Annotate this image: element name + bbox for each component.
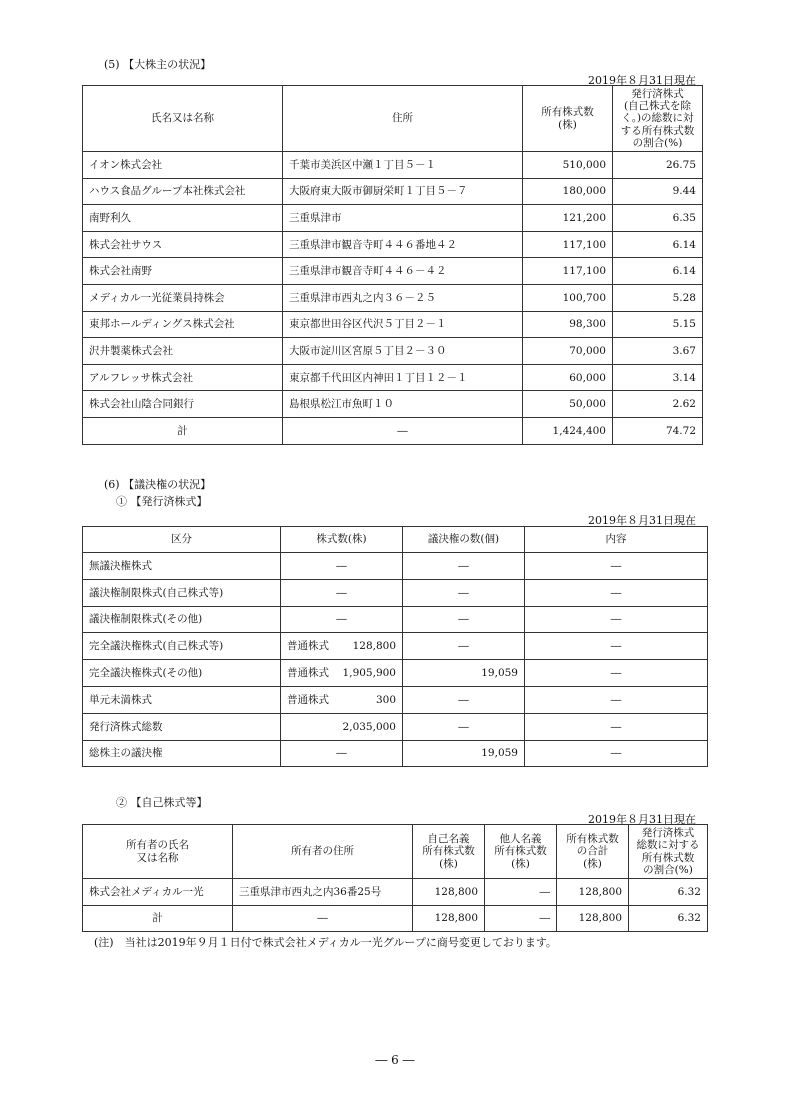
table-row bbox=[83, 713, 708, 740]
table-row bbox=[83, 364, 703, 391]
shares-value: ― bbox=[336, 586, 347, 599]
shares-value: 1,905,900 bbox=[342, 667, 396, 680]
header-cell-text: 自己名義 所有株式数 (株) bbox=[422, 833, 475, 870]
table-row bbox=[83, 579, 708, 606]
section6-sub2: ② 【自己株式等】 bbox=[116, 796, 208, 809]
table-cell: 6.14 bbox=[613, 231, 703, 258]
table-cell: 70,000 bbox=[523, 338, 613, 365]
section5-heading: (5) 【大株主の状況】 bbox=[104, 58, 212, 71]
table-cell: 東邦ホールディングス株式会社 bbox=[83, 311, 283, 338]
table-cell: 9.44 bbox=[613, 178, 703, 205]
total-row bbox=[83, 417, 703, 444]
table-cell: 128,800 bbox=[413, 905, 485, 932]
table-cell: 計 bbox=[83, 905, 233, 932]
table-cell: 三重県津市 bbox=[283, 205, 523, 232]
table-cell: イオン株式会社 bbox=[83, 152, 283, 179]
shares-cell bbox=[281, 660, 403, 687]
table-row bbox=[83, 338, 703, 365]
table-cell: 510,000 bbox=[523, 152, 613, 179]
table-cell: 島根県松江市魚町１０ bbox=[283, 391, 523, 418]
table-cell: 121,200 bbox=[523, 205, 613, 232]
header-cell bbox=[485, 825, 557, 879]
shares-value: ― bbox=[336, 747, 347, 760]
table-cell: 3.67 bbox=[613, 338, 703, 365]
table-cell: 128,800 bbox=[413, 879, 485, 906]
shares-cell bbox=[281, 686, 403, 713]
table-cell: 60,000 bbox=[523, 364, 613, 391]
table-cell: 三重県津市観音寺町４４６番地４２ bbox=[283, 231, 523, 258]
page-number: ― 6 ― bbox=[375, 1053, 415, 1067]
table-cell: メディカル一光従業員持株会 bbox=[83, 284, 283, 311]
table-cell: 6.35 bbox=[613, 205, 703, 232]
table-cell: 2.62 bbox=[613, 391, 703, 418]
category-cell: 完全議決権株式(その他) bbox=[83, 660, 281, 687]
table-row bbox=[83, 391, 703, 418]
table-cell: 3.14 bbox=[613, 364, 703, 391]
table-cell: ― bbox=[485, 879, 557, 906]
table-header-row bbox=[83, 527, 708, 553]
major-shareholders-table bbox=[82, 85, 703, 445]
share-type: 普通株式 bbox=[287, 693, 329, 706]
section6-date1: 2019年８月31日現在 bbox=[588, 514, 696, 527]
table-row bbox=[83, 178, 703, 205]
table-cell: 沢井製薬株式会社 bbox=[83, 338, 283, 365]
table-row bbox=[83, 284, 703, 311]
total-cell: 計 bbox=[83, 417, 283, 444]
section6-sub1: ① 【発行済株式】 bbox=[116, 495, 208, 508]
header-cell bbox=[525, 527, 708, 553]
header-cell bbox=[523, 86, 613, 152]
table-cell: 三重県津市観音寺町４４６－４２ bbox=[283, 258, 523, 285]
shares-value: 128,800 bbox=[352, 640, 396, 653]
votes-cell: ― bbox=[403, 553, 525, 580]
table-cell: 大阪府東大阪市御厨栄町１丁目５－７ bbox=[283, 178, 523, 205]
content-cell: ― bbox=[525, 686, 708, 713]
table-cell: 6.32 bbox=[629, 905, 708, 932]
total-cell: 1,424,400 bbox=[523, 417, 613, 444]
header-cell bbox=[281, 527, 403, 553]
header-cell-text: 区分 bbox=[171, 533, 192, 546]
header-cell bbox=[629, 825, 708, 879]
header-cell bbox=[83, 86, 283, 152]
table-cell: 三重県津市西丸之内３６－２５ bbox=[283, 284, 523, 311]
table-row bbox=[83, 686, 708, 713]
header-cell-text: 発行済株式 (自己株式を除 く。)の総数に対 する所有株式数 の割合(%) bbox=[620, 88, 695, 149]
shares-cell bbox=[281, 740, 403, 767]
category-cell: 単元未満株式 bbox=[83, 686, 281, 713]
table-cell: 128,800 bbox=[557, 905, 629, 932]
votes-cell: ― bbox=[403, 633, 525, 660]
table-cell: 三重県津市西丸之内36番25号 bbox=[233, 879, 413, 906]
header-cell-text: 所有者の氏名 又は名称 bbox=[126, 839, 189, 864]
table-cell: 千葉市美浜区中瀬１丁目５－１ bbox=[283, 152, 523, 179]
category-cell: 総株主の議決権 bbox=[83, 740, 281, 767]
table-cell: アルフレッサ株式会社 bbox=[83, 364, 283, 391]
content-cell: ― bbox=[525, 553, 708, 580]
share-type: 普通株式 bbox=[287, 667, 329, 680]
table-row bbox=[83, 311, 703, 338]
shares-cell bbox=[281, 713, 403, 740]
total-row bbox=[83, 905, 708, 932]
content-cell: ― bbox=[525, 740, 708, 767]
category-cell: 完全議決権株式(自己株式等) bbox=[83, 633, 281, 660]
votes-cell: ― bbox=[403, 579, 525, 606]
total-cell: ― bbox=[283, 417, 523, 444]
table-cell: 東京都世田谷区代沢５丁目２－１ bbox=[283, 311, 523, 338]
header-cell bbox=[557, 825, 629, 879]
section6-heading: (6) 【議決権の状況】 bbox=[104, 478, 212, 491]
table-cell: 株式会社山陰合同銀行 bbox=[83, 391, 283, 418]
table-cell: 5.28 bbox=[613, 284, 703, 311]
table-row bbox=[83, 633, 708, 660]
votes-cell: ― bbox=[403, 686, 525, 713]
table-cell: 180,000 bbox=[523, 178, 613, 205]
shares-cell bbox=[281, 579, 403, 606]
table-row bbox=[83, 606, 708, 633]
header-cell-text: 発行済株式 総数に対する 所有株式数 の割合(%) bbox=[636, 827, 700, 876]
table-cell: 117,100 bbox=[523, 231, 613, 258]
table-cell: ― bbox=[485, 905, 557, 932]
shares-value: ― bbox=[336, 613, 347, 626]
content-cell: ― bbox=[525, 660, 708, 687]
votes-cell: 19,059 bbox=[403, 660, 525, 687]
table-cell: 大阪市淀川区宮原５丁目２－３０ bbox=[283, 338, 523, 365]
shares-cell bbox=[281, 606, 403, 633]
table-row bbox=[83, 740, 708, 767]
table-cell: 株式会社メディカル一光 bbox=[83, 879, 233, 906]
votes-cell: ― bbox=[403, 713, 525, 740]
shares-cell bbox=[281, 553, 403, 580]
shares-value: 300 bbox=[375, 693, 396, 706]
header-cell-text: 議決権の数(個) bbox=[427, 533, 500, 546]
table-cell: 128,800 bbox=[557, 879, 629, 906]
shares-value: 2,035,000 bbox=[342, 720, 396, 733]
table-cell: ハウス食品グループ本社株式会社 bbox=[83, 178, 283, 205]
table-row bbox=[83, 205, 703, 232]
category-cell: 議決権制限株式(自己株式等) bbox=[83, 579, 281, 606]
table-cell: 98,300 bbox=[523, 311, 613, 338]
shares-cell bbox=[281, 633, 403, 660]
votes-cell: 19,059 bbox=[403, 740, 525, 767]
content-cell: ― bbox=[525, 579, 708, 606]
header-cell-text: 氏名又は名称 bbox=[151, 112, 214, 125]
content-cell: ― bbox=[525, 606, 708, 633]
header-cell bbox=[413, 825, 485, 879]
header-cell-text: 所有者の住所 bbox=[291, 845, 354, 858]
footnote: (注) 当社は2019年９月１日付で株式会社メディカル一光グループに商号変更しております。 bbox=[94, 936, 557, 949]
votes-cell: ― bbox=[403, 606, 525, 633]
table-cell: 100,700 bbox=[523, 284, 613, 311]
section5-date: 2019年８月31日現在 bbox=[588, 74, 696, 87]
voting-rights-table bbox=[82, 526, 708, 767]
share-type: 普通株式 bbox=[287, 640, 329, 653]
header-cell-text: 所有株式数 (株) bbox=[541, 106, 594, 131]
category-cell: 議決権制限株式(その他) bbox=[83, 606, 281, 633]
header-cell-text: 住所 bbox=[392, 112, 413, 125]
header-cell bbox=[283, 86, 523, 152]
header-cell-text: 他人名義 所有株式数 (株) bbox=[494, 833, 547, 870]
category-cell: 無議決権株式 bbox=[83, 553, 281, 580]
header-cell-text: 所有株式数 の合計 (株) bbox=[566, 833, 619, 870]
table-cell: 26.75 bbox=[613, 152, 703, 179]
table-cell: 117,100 bbox=[523, 258, 613, 285]
table-cell: 6.32 bbox=[629, 879, 708, 906]
table-cell: 東京都千代田区内神田１丁目１２－１ bbox=[283, 364, 523, 391]
category-cell: 発行済株式総数 bbox=[83, 713, 281, 740]
table-row bbox=[83, 258, 703, 285]
shares-value: ― bbox=[336, 559, 347, 572]
treasury-stock-table bbox=[82, 824, 708, 932]
header-cell bbox=[233, 825, 413, 879]
table-header-row bbox=[83, 86, 703, 152]
table-header-row bbox=[83, 825, 708, 879]
content-cell: ― bbox=[525, 633, 708, 660]
content-cell: ― bbox=[525, 713, 708, 740]
header-cell bbox=[403, 527, 525, 553]
table-cell: 50,000 bbox=[523, 391, 613, 418]
total-cell: 74.72 bbox=[613, 417, 703, 444]
table-row bbox=[83, 660, 708, 687]
table-cell: 株式会社サウス bbox=[83, 231, 283, 258]
table-row bbox=[83, 231, 703, 258]
section6-date2: 2019年８月31日現在 bbox=[588, 813, 696, 826]
table-row bbox=[83, 152, 703, 179]
table-cell: 株式会社南野 bbox=[83, 258, 283, 285]
header-cell-text: 内容 bbox=[605, 533, 627, 546]
table-row bbox=[83, 553, 708, 580]
header-cell bbox=[83, 527, 281, 553]
header-cell bbox=[613, 86, 703, 152]
table-row bbox=[83, 879, 708, 906]
table-cell: 南野利久 bbox=[83, 205, 283, 232]
header-cell bbox=[83, 825, 233, 879]
table-cell: 5.15 bbox=[613, 311, 703, 338]
header-cell-text: 株式数(株) bbox=[316, 533, 367, 546]
table-cell: 6.14 bbox=[613, 258, 703, 285]
table-cell: ― bbox=[233, 905, 413, 932]
